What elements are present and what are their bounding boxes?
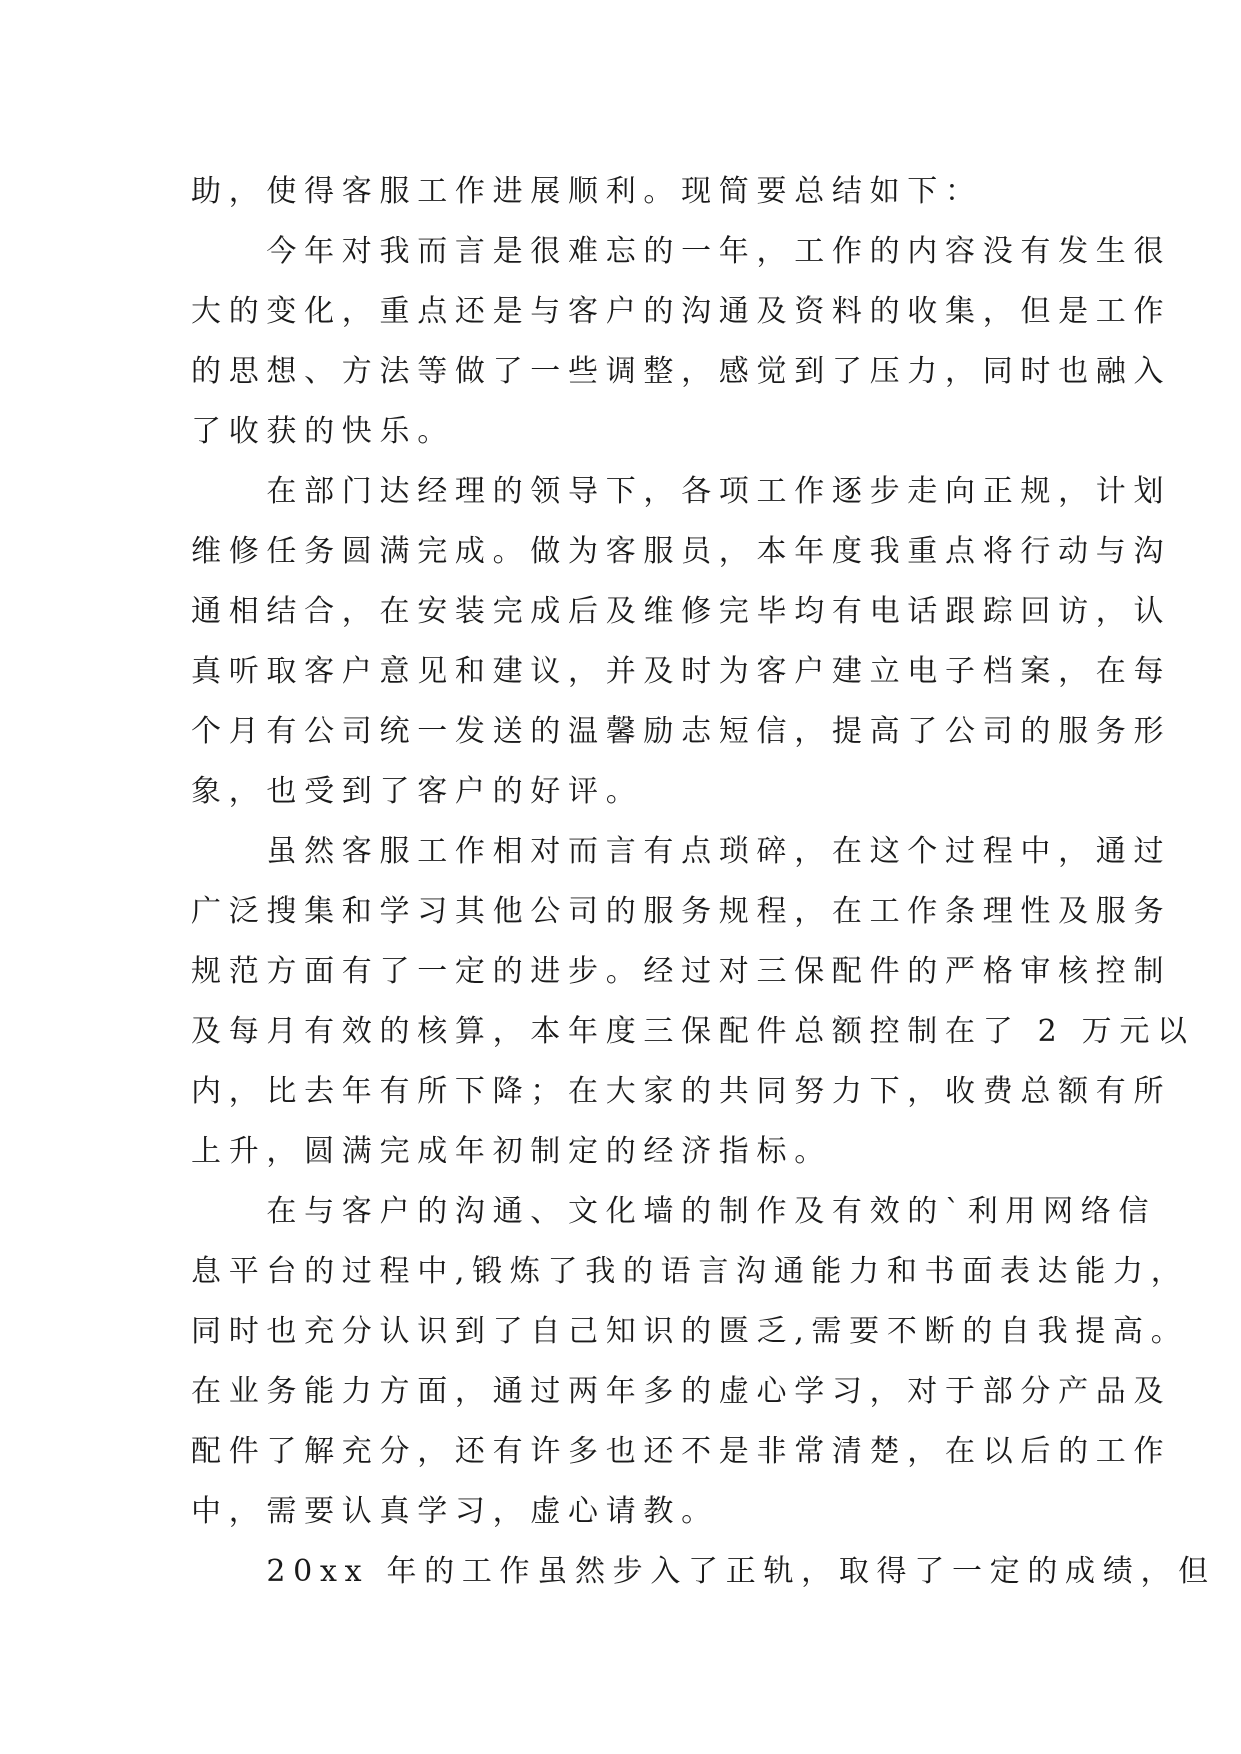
text-line: 大的变化，重点还是与客户的沟通及资料的收集，但是工作 [191,294,1172,329]
text-line: 配件了解充分，还有许多也还不是非常清楚，在以后的工作 [191,1434,1172,1469]
text-line: 规范方面有了一定的进步。经过对三保配件的严格审核控制 [191,954,1172,989]
text-line: 在业务能力方面，通过两年多的虚心学习，对于部分产品及 [191,1374,1172,1409]
text-line: 虽然客服工作相对而言有点琐碎，在这个过程中，通过 [191,834,1172,869]
text-line: 同时也充分认识到了自己知识的匮乏,需要不断的自我提高。 [191,1314,1189,1349]
text-line: 的思想、方法等做了一些调整，感觉到了压力，同时也融入 [191,354,1172,389]
document-body [191,162,1216,1602]
text-line: 了收获的快乐。 [191,414,455,449]
text-line: 真听取客户意见和建议，并及时为客户建立电子档案，在每 [191,654,1172,689]
text-line: 象，也受到了客户的好评。 [191,774,644,809]
text-line: 广泛搜集和学习其他公司的服务规程，在工作条理性及服务 [191,894,1172,929]
text-line: 及每月有效的核算，本年度三保配件总额控制在了 2 万元以 [191,1014,1195,1049]
text-line: 在与客户的沟通、文化墙的制作及有效的`利用网络信 [191,1194,1157,1229]
text-line: 个月有公司统一发送的温馨励志短信，提高了公司的服务形 [191,714,1172,749]
text-line: 助，使得客服工作进展顺利。现简要总结如下： [191,174,983,209]
text-line: 在部门达经理的领导下，各项工作逐步走向正规，计划 [191,474,1172,509]
text-line: 通相结合，在安装完成后及维修完毕均有电话跟踪回访，认 [191,594,1172,629]
text-line: 内，比去年有所下降；在大家的共同努力下，收费总额有所 [191,1074,1172,1109]
text-line: 息平台的过程中,锻炼了我的语言沟通能力和书面表达能力， [191,1254,1189,1289]
text-line: 中，需要认真学习，虚心请教。 [191,1494,719,1529]
text-line: 今年对我而言是很难忘的一年，工作的内容没有发生很 [191,234,1172,269]
text-line: 上升，圆满完成年初制定的经济指标。 [191,1134,832,1169]
text-line: 20xx 年的工作虽然步入了正轨，取得了一定的成绩，但 [191,1554,1216,1589]
text-line: 维修任务圆满完成。做为客服员，本年度我重点将行动与沟 [191,534,1172,569]
